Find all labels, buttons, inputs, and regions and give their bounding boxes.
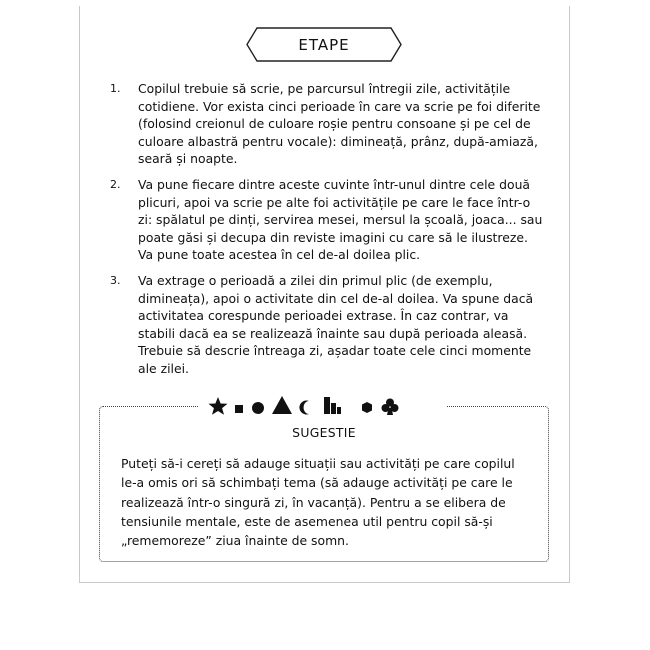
step-number: 1.	[110, 82, 121, 95]
suggestion-text: Puteți să-i cereți să adauge situații sau activități pe care copilul le-a omis ori să schimbați tema (să adauge activități pe care le realizează într-o singură zi, în vacanță). Pentru a se elibera de tensiunile mentale, este de asemenea util pentru copil să-și „rememoreze” ziua înainte de somn.	[121, 456, 515, 549]
step-text: Va pune fiecare dintre aceste cuvinte într-unul dintre cele două plicuri, apoi va scrie pe alte foi activitățile pe care le face într-o zi: spălatul pe dinți, servirea mesei, mersul la școală, joaca... sau poate găsi și decupa din reviste imagini cu care să le ilustreze. Va pune toate acestea în cel de-al doilea plic.	[138, 176, 543, 263]
step-item	[104, 272, 544, 378]
step-item	[104, 176, 544, 264]
triangle-icon	[272, 396, 292, 414]
suggestion-title: SUGESTIE	[292, 425, 356, 440]
hexagon-icon	[362, 402, 372, 413]
club-icon	[382, 399, 399, 416]
star-icon	[209, 397, 228, 415]
decorative-shapes-row	[198, 393, 446, 419]
crescent-icon	[299, 401, 309, 415]
circle-icon	[252, 402, 264, 414]
steps-list	[104, 80, 544, 386]
step-text: Va extrage o perioadă a zilei din primul plic (de exemplu, dimineața), apoi o activitate din cel de-al doilea. Va spune dacă activitatea corespunde perioadei extrase. În caz contrar, va stabili dacă ea se realizează înainte sau după perioada aleasă. Trebuie să descrie întreaga zi, așadar toate cele cinci momente ale zilei.	[138, 272, 534, 376]
step-number: 3.	[110, 273, 121, 287]
small-square-icon	[235, 405, 243, 413]
step-text: Copilul trebuie să scrie, pe parcursul întregii zile, activitățile cotidiene. Vor exista cinci perioade în care va scrie pe foi diferite (folosind creionul de culoare roșie pentru consoane și pe cel de culoare albastră pentru vocale): dimineață, prânz, după-amiază, seară și noapte.	[138, 81, 541, 167]
step-number: 2.	[110, 177, 121, 191]
step-item	[104, 80, 544, 168]
page-title: ETAPE	[298, 35, 350, 54]
bars-icon	[324, 397, 341, 414]
